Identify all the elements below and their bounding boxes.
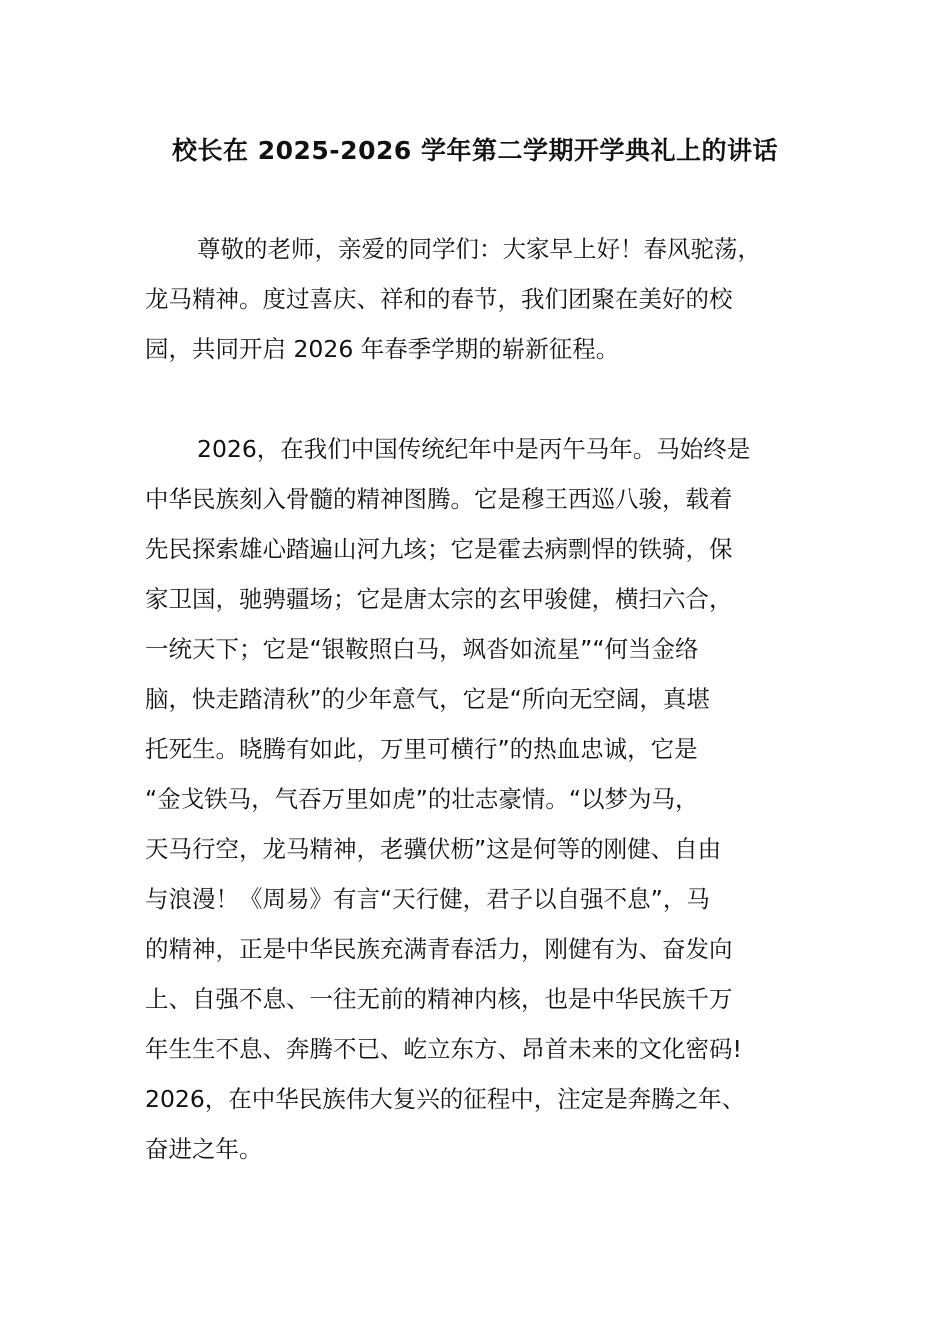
paragraph-line: 上、自强不息、一往无前的精神内核，也是中华民族千万: [145, 985, 733, 1013]
paragraph-line: 2026，在中华民族伟大复兴的征程中，注定是奔腾之年、: [145, 1085, 746, 1113]
paragraph-line: 天马行空，龙马精神，老骥伏枥”这是何等的刚健、自由: [145, 835, 722, 863]
paragraph-line: 一统天下；它是“银鞍照白马，飒沓如流星”“何当金络: [145, 635, 699, 663]
paragraph-greeting: [145, 224, 815, 374]
paragraph-line: 与浪漫！《周易》有言“天行健，君子以自强不息”，马: [145, 885, 710, 913]
paragraph-line: “金戈铁马，气吞万里如虎”的壮志豪情。“以梦为马，: [145, 785, 699, 813]
paragraph-line: 先民探索雄心踏遍山河九垓；它是霍去病剽悍的铁骑，保: [145, 535, 733, 563]
paragraph-horse-year: [145, 424, 815, 1174]
paragraph-line: 尊敬的老师，亲爱的同学们：大家早上好！春风驼荡，: [197, 235, 761, 263]
paragraph-line: 龙马精神。度过喜庆、祥和的春节，我们团聚在美好的校: [145, 285, 733, 313]
page-title: 校长在 2025-2026 学年第二学期开学典礼上的讲话: [172, 136, 778, 165]
paragraph-line: 家卫国，驰骋疆场；它是唐太宗的玄甲骏健，横扫六合，: [145, 585, 733, 613]
paragraph-line: 中华民族刻入骨髓的精神图腾。它是穆王西巡八骏，载着: [145, 485, 733, 513]
paragraph-line: 脑，快走踏清秋”的少年意气，它是“所向无空阔，真堪: [145, 685, 710, 713]
paragraph-line: 托死生。晓腾有如此，万里可横行”的热血忠诚，它是: [145, 735, 698, 763]
paragraph-line: 奋进之年。: [145, 1135, 263, 1163]
paragraph-line: 2026，在我们中国传统纪年中是丙午马年。马始终是: [197, 435, 751, 463]
paragraph-line: 园，共同开启 2026 年春季学期的崭新征程。: [145, 335, 620, 363]
paragraph-line: 年生生不息、奔腾不已、屹立东方、昂首未来的文化密码!: [145, 1035, 742, 1063]
paragraph-line: 的精神，正是中华民族充满青春活力，刚健有为、奋发向: [145, 935, 733, 963]
